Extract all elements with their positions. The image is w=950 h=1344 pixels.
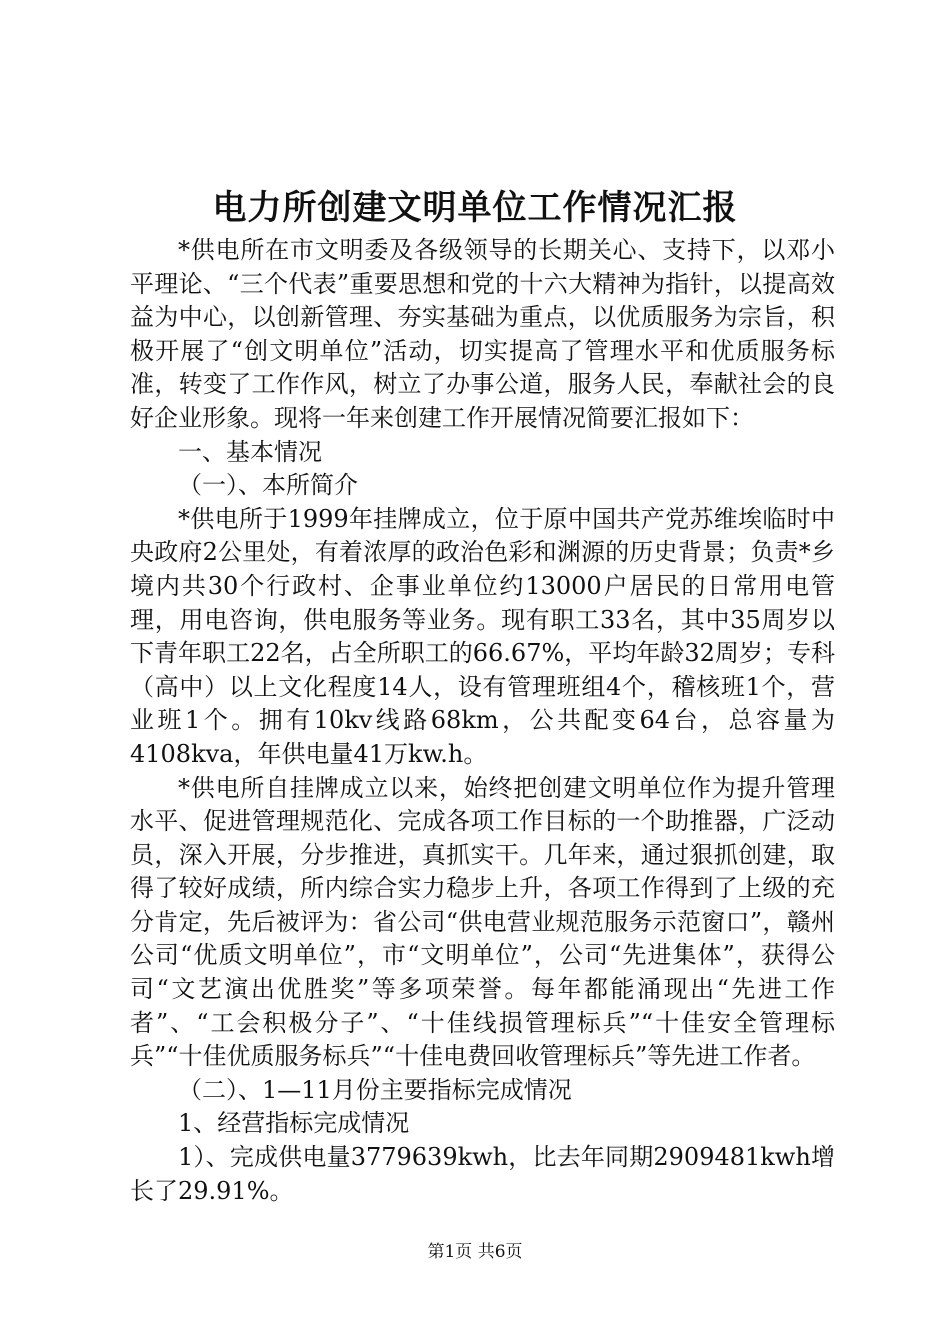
profile-paragraph: *供电所于1999年挂牌成立，位于原中国共产党苏维埃临时中央政府2公里处，有着浓厚的政治色彩和渊源的历史背景；负责*乡境内共30个行政村、企事业单位约13000户居民的日常用电管理，用电咨询，供电服务等业务。现有职工33名，其中35周岁以下青年职工22名，占全所职工的66.67%，平均年龄32周岁；专科（高中）以上文化程度14人，设有管理班组4个，稽核班1个，营业班1个。拥有10kv线路68km，公共配变64台，总容量为4108kva，年供电量41万kw.h。 bbox=[130, 504, 835, 768]
document-body bbox=[130, 234, 835, 1208]
subsection-heading-indicators: （二）、1—11月份主要指标完成情况 bbox=[178, 1075, 572, 1104]
item-heading-operations: 1、经营指标完成情况 bbox=[178, 1109, 410, 1138]
document-title: 电力所创建文明单位工作情况汇报 bbox=[212, 188, 738, 228]
subsection-heading-profile: （一）、本所简介 bbox=[178, 471, 358, 500]
achievements-paragraph: *供电所自挂牌成立以来，始终把创建文明单位作为提升管理水平、促进管理规范化、完成各项工作目标的一个助推器，广泛动员，深入开展，分步推进，真抓实干。几年来，通过狠抓创建，取得了较好成绩，所内综合实力稳步上升，各项工作得到了上级的充分肯定，先后被评为：省公司“供电营业规范服务示范窗口”，赣州公司“优质文明单位”，市“文明单位”，公司“先进集体”，获得公司“文艺演出优胜奖”等多项荣誉。每年都能涌现出“先进工作者”、“工会积极分子”、“十佳线损管理标兵”“十佳安全管理标兵”“十佳优质服务标兵”“十佳电费回收管理标兵”等先进工作者。 bbox=[130, 773, 835, 1071]
supply-volume-paragraph: 1）、完成供电量3779639kwh，比去年同期2909481kwh增长了29.91%。 bbox=[130, 1143, 835, 1205]
page-number-footer: 第1页 共6页 bbox=[427, 1242, 523, 1262]
intro-paragraph: *供电所在市文明委及各级领导的长期关心、支持下，以邓小平理论、“三个代表”重要思想和党的十六大精神为指针，以提高效益为中心，以创新管理、夯实基础为重点，以优质服务为宗旨，积极开展了“创文明单位”活动，切实提高了管理水平和优质服务标准，转变了工作作风，树立了办事公道，服务人民，奉献社会的良好企业形象。现将一年来创建工作开展情况简要汇报如下： bbox=[130, 236, 835, 432]
section-heading-basic: 一、基本情况 bbox=[178, 437, 322, 466]
